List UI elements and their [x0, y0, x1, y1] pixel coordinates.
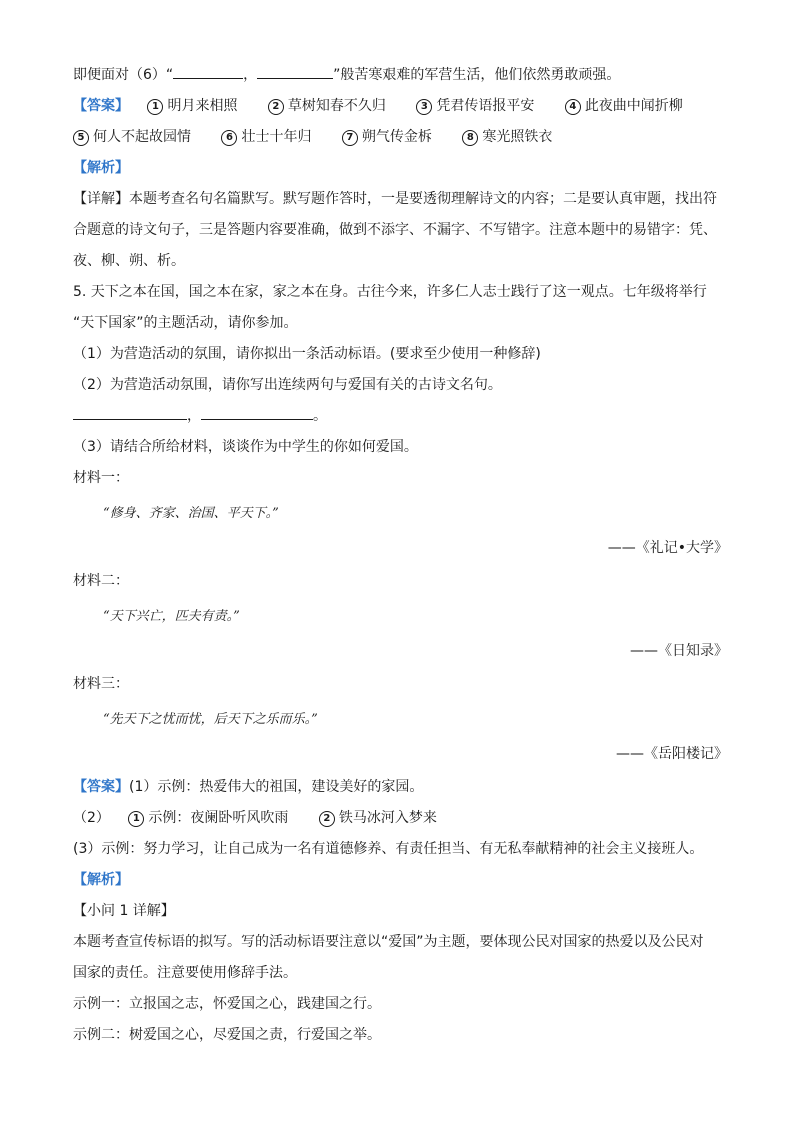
analysis-line: 本题考查宣传标语的拟写。写的活动标语要注意以“爱国”为主题，要体现公民对国家的热爱以及公民对 [73, 934, 704, 950]
answer-item: 1 示例：夜阑卧听风吹雨 [128, 803, 288, 834]
fill-blank [257, 60, 333, 79]
answer-item: 6 壮士十年归 [221, 122, 311, 153]
circled-number: 8 [462, 130, 478, 146]
example-line: 示例二：树爱国之心，尽爱国之责，行爱国之举。 [73, 1027, 381, 1043]
fill-blank [73, 401, 187, 420]
analysis-tag: 【解析】 [73, 160, 129, 176]
material-source: ——《日知录》 [630, 643, 728, 659]
circled-number: 3 [416, 99, 432, 115]
subquestion-detail-tag: 【小问 1 详解】 [73, 903, 175, 919]
subquestion-1: （1）为营造活动的氛围，请你拟出一条活动标语。(要求至少使用一种修辞) [73, 346, 541, 362]
answer-2-line: （2） 1 示例：夜阑卧听风吹雨 2 铁马冰河入梦来 [73, 803, 728, 834]
circled-number: 2 [268, 99, 284, 115]
material-label: 材料一： [73, 470, 129, 486]
detail-line: 夜、柳、朔、析。 [73, 253, 185, 269]
question-5-text: “天下国家”的主题活动，请你参加。 [73, 315, 298, 331]
answer-item: 1 明月来相照 [147, 91, 237, 122]
material-source: ——《礼记•大学》 [607, 540, 728, 556]
answer-item: 8 寒光照铁衣 [462, 122, 552, 153]
material-quote: “天下兴亡，匹夫有责。” [103, 609, 240, 624]
answer-line-2 [73, 122, 728, 153]
circled-number: 2 [319, 811, 335, 827]
answer-blank-line: ， 。 [73, 401, 728, 432]
document-content [73, 60, 728, 1051]
material-label: 材料三： [73, 676, 129, 692]
subquestion-3: （3）请结合所给材料，谈谈作为中学生的你如何爱国。 [73, 439, 418, 455]
detail-line: 合题意的诗文句子，三是答题内容要准确，做到不添字、不漏字、不写错字。注意本题中的易错字：凭、 [73, 222, 717, 238]
answer-2-line: 【答案】(1）示例：热爱伟大的祖国，建设美好的家园。 [73, 779, 424, 795]
fill-blank [173, 60, 243, 79]
material-source: ——《岳阳楼记》 [616, 746, 728, 762]
answer-item: 2 铁马冰河入梦来 [319, 803, 437, 834]
circled-number: 5 [73, 130, 89, 146]
poem-fill-line: 即便面对（6）“ ， ”般苦寒艰难的军营生活，他们依然勇敢顽强。 [73, 60, 728, 91]
subquestion-2: （2）为营造活动氛围，请你写出连续两句与爱国有关的古诗文名句。 [73, 377, 502, 393]
answer-item: 7 朔气传金柝 [342, 122, 432, 153]
detail-line: 【详解】本题考查名句名篇默写。默写题作答时，一是要透彻理解诗文的内容；二是要认真审题，找出符 [73, 191, 717, 207]
circled-number: 7 [342, 130, 358, 146]
material-label: 材料二： [73, 573, 129, 589]
material-quote: “先天下之忧而忧，后天下之乐而乐。” [103, 712, 318, 727]
detail-tag: 【详解】 [73, 191, 129, 207]
analysis-tag: 【解析】 [73, 872, 129, 888]
answer-item: 2 草树知春不久归 [268, 91, 386, 122]
answer-line-1 [73, 91, 728, 122]
material-quote: “修身、齐家、治国、平天下。” [103, 506, 279, 521]
fill-blank [201, 401, 313, 420]
answer-item: 5 何人不起故园情 [73, 122, 191, 153]
analysis-line: 国家的责任。注意要使用修辞手法。 [73, 965, 297, 981]
answer-item: 3 凭君传语报平安 [416, 91, 534, 122]
answer-tag: 【答案】 [73, 98, 129, 114]
answer-tag: 【答案】 [73, 779, 129, 795]
circled-number: 4 [565, 99, 581, 115]
question-5-text: 5. 天下之本在国，国之本在家，家之本在身。古往今来，许多仁人志士践行了这一观点。七年级将举行 [73, 284, 707, 300]
circled-number: 6 [221, 130, 237, 146]
answer-2-line: (3）示例：努力学习，让自己成为一名有道德修养、有责任担当、有无私奉献精神的社会主义接班人。 [73, 841, 704, 857]
circled-number: 1 [147, 99, 163, 115]
answer-item: 4 此夜曲中闻折柳 [565, 91, 683, 122]
example-line: 示例一：立报国之志，怀爱国之心，践建国之行。 [73, 996, 381, 1012]
circled-number: 1 [128, 811, 144, 827]
